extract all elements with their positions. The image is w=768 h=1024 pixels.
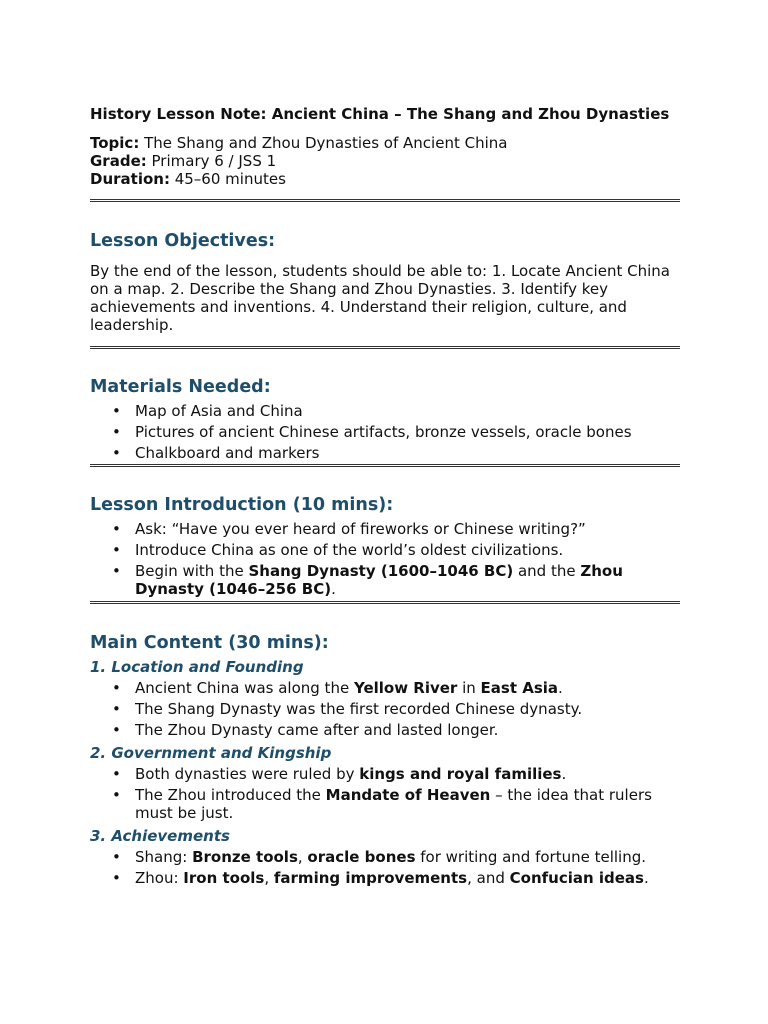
bullet: • [112, 541, 121, 559]
introduction-list [90, 520, 680, 598]
topic-line [90, 134, 680, 152]
materials-heading: Materials Needed: [90, 377, 271, 397]
grade-value: Primary 6 / JSS 1 [146, 152, 277, 170]
bullet: • [112, 721, 121, 739]
grade-label: Grade: [90, 152, 147, 170]
bullet: • [112, 679, 121, 697]
topic-label: Topic: [90, 134, 140, 152]
materials-list [90, 402, 680, 462]
document-title: History Lesson Note: Ancient China – The Shang and Zhou Dynasties [90, 105, 670, 123]
bullet: • [112, 444, 121, 462]
subsection-heading-location: 1. Location and Founding [90, 658, 304, 676]
section-divider [90, 346, 680, 349]
bullet: • [112, 765, 121, 783]
objectives-heading: Lesson Objectives: [90, 231, 276, 251]
section-divider [90, 464, 680, 467]
section-divider [90, 199, 680, 202]
list-item: • Introduce China as one of the world’s oldest civilizations. [112, 541, 564, 559]
list-item: • Both dynasties were ruled by kings and royal families. [112, 765, 567, 783]
list-item: • The Shang Dynasty was the first recorded Chinese dynasty. [112, 700, 583, 718]
list-item: • Ancient China was along the Yellow River in East Asia. [112, 679, 563, 697]
duration-line [90, 170, 680, 188]
subsection-heading-achievements: 3. Achievements [90, 827, 230, 845]
government-list [90, 765, 680, 822]
subsection-heading-government: 2. Government and Kingship [90, 744, 332, 762]
list-item: • The Zhou introduced the Mandate of Heaven – the idea that rulers must be just. [112, 786, 652, 822]
list-item: • The Zhou Dynasty came after and lasted longer. [112, 721, 499, 739]
list-item: • Pictures of ancient Chinese artifacts, bronze vessels, oracle bones [112, 423, 632, 441]
list-item: • Begin with the Shang Dynasty (1600–1046 BC) and the Zhou Dynasty (1046–256 BC). [112, 562, 623, 598]
bullet: • [112, 786, 121, 804]
duration-value: 45–60 minutes [169, 170, 286, 188]
list-item: • Shang: Bronze tools, oracle bones for writing and fortune telling. [112, 848, 647, 866]
list-item: • Ask: “Have you ever heard of fireworks or Chinese writing?” [112, 520, 586, 538]
list-item: • Map of Asia and China [112, 402, 303, 420]
list-item: • Chalkboard and markers [112, 444, 320, 462]
bullet: • [112, 423, 121, 441]
section-divider [90, 601, 680, 604]
bullet: • [112, 848, 121, 866]
duration-label: Duration: [90, 170, 170, 188]
objectives-text: By the end of the lesson, students should be able to: 1. Locate Ancient China on a map. 2. Describe the Shang and Zhou Dynasties. 3. Identify key achievements and inventions. 4. Understand their religion, culture, and leadership. [90, 262, 670, 334]
bullet: • [112, 402, 121, 420]
introduction-heading: Lesson Introduction (10 mins): [90, 495, 394, 515]
achievements-list [90, 848, 680, 887]
bullet: • [112, 520, 121, 538]
lesson-meta [90, 134, 680, 188]
bullet: • [112, 869, 121, 887]
list-item: • Zhou: Iron tools, farming improvements, and Confucian ideas. [112, 869, 649, 887]
lesson-note [90, 104, 680, 887]
grade-line [90, 152, 680, 170]
topic-value: The Shang and Zhou Dynasties of Ancient China [139, 134, 508, 152]
main-content-heading: Main Content (30 mins): [90, 633, 329, 653]
bullet: • [112, 700, 121, 718]
bullet: • [112, 562, 121, 580]
location-list [90, 679, 680, 739]
